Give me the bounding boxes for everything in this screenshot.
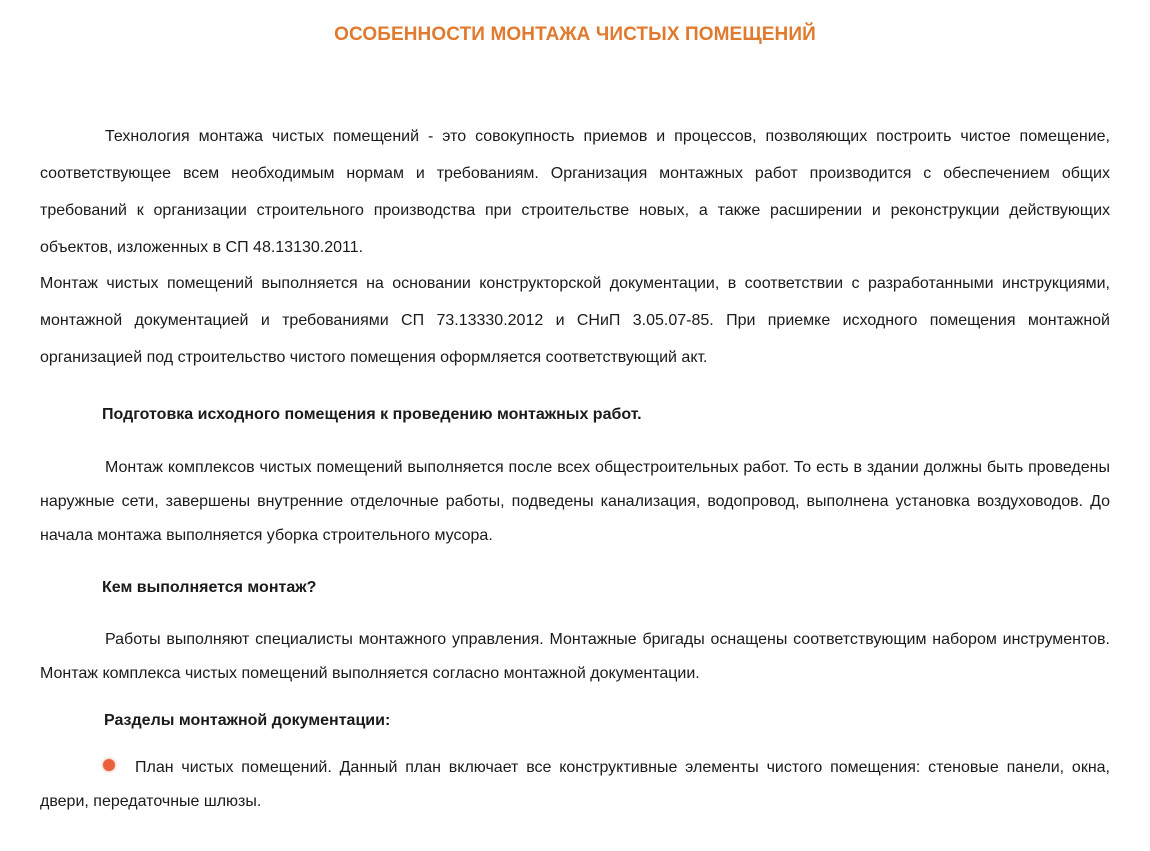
section-heading-docs: Разделы монтажной документации: — [104, 712, 391, 729]
bullet-dot-icon — [103, 759, 115, 771]
section-text-preparation: Монтаж комплексов чистых помещений выполняется после всех общестроительных работ. То есть в здании должны быть проведены наружные сети, завершены внутренние отделочные работы, подведены канализация, водопровод, выполнена установка воздуховодов. До начала монтажа выполняется уборка строительного мусора. — [40, 459, 1110, 544]
list-item-text: План чистых помещений. Данный план включает все конструктивные элементы чистого помещения: стеновые панели, окна, двери, передаточные шлюзы. — [40, 759, 1110, 810]
section-text-who: Работы выполняют специалисты монтажного управления. Монтажные бригады оснащены соответствующим набором инструментов. Монтаж комплекса чистых помещений выполняется согласно монтажной документации. — [40, 631, 1110, 682]
intro-paragraph-1: Технология монтажа чистых помещений - это совокупность приемов и процессов, позволяющих построить чистое помещение, соответствующее всем необходимым нормам и требованиям. Организация монтажных работ производится с обеспечением общих требований к организации строительного производства при строительстве новых, а также расширении и реконструкции действующих объектов, изложенных в СП 48.13130.2011. — [40, 128, 1110, 256]
section-heading-preparation: Подготовка исходного помещения к проведению монтажных работ. — [102, 406, 642, 423]
section-heading-who: Кем выполняется монтаж? — [102, 579, 317, 596]
list-item — [40, 751, 1110, 819]
intro-paragraph-2: Монтаж чистых помещений выполняется на основании конструкторской документации, в соответствии с разработанными инструкциями, монтажной документацией и требованиями СП 73.13330.2012 и СНиП 3.05.07-85. При приемке исходного помещения монтажной организацией под строительство чистого помещения оформляется соответствующий акт. — [40, 275, 1110, 366]
page-title: ОСОБЕННОСТИ МОНТАЖА ЧИСТЫХ ПОМЕЩЕНИЙ — [334, 24, 816, 45]
